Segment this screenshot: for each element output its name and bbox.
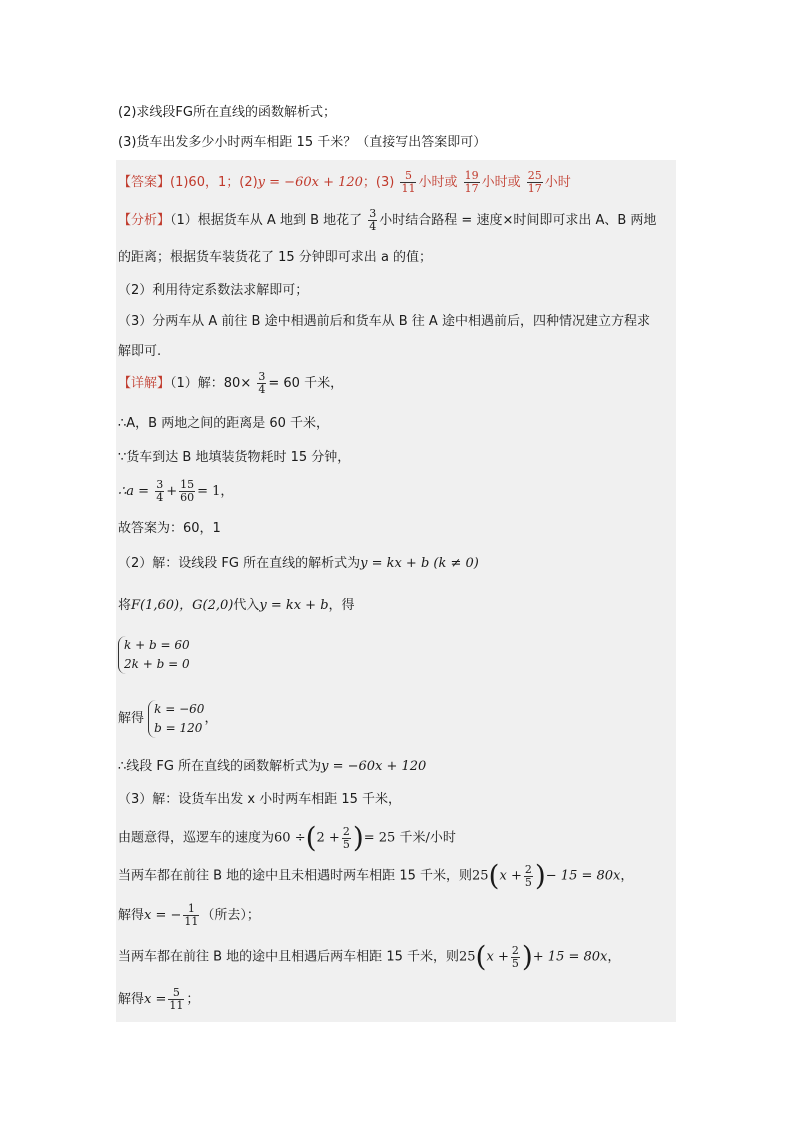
answer-tag: 【答案】	[118, 175, 171, 190]
detail-line-5: 故答案为：60，1	[118, 521, 221, 536]
analysis-line-2: 的距离；根据货车装货花了 15 分钟即可求出 a 的值；	[118, 250, 433, 265]
fraction: $\frac{3}{4}$	[369, 207, 377, 233]
fraction: $\frac{2}{5}$	[342, 824, 350, 851]
analysis-line-4: （3）分两车从 A 前往 B 途中相遇前后和货车从 B 往 A 途中相遇前后，四种情况建立方程求	[118, 314, 650, 329]
fraction: $\frac{15}{60}$	[180, 478, 195, 504]
fraction: $\frac{2}{5}$	[524, 862, 532, 889]
detail-line-11: 由题意得，巡逻车的速度为60 ÷(2 + $\frac{2}{5}$ )= 25 千米/小时	[118, 821, 456, 854]
fraction: $\frac{3}{4}$	[156, 478, 164, 504]
detail-line-8: 解得 k = −60 b = 120 ，	[118, 698, 217, 740]
question-3: (3)货车出发多少小时两车相距 15 千米？（直接写出答案即可）	[118, 135, 487, 150]
fraction: $\frac{2}{5}$	[511, 943, 519, 970]
detail-line-6: （2）解：设线段 FG 所在直线的解析式为y = kx + b (k ≠ 0)	[118, 556, 479, 571]
detail-line-9: ∴线段 FG 所在直线的函数解析式为y = −60x + 120	[118, 759, 427, 774]
detail-line-7: 将F(1,60)，G(2,0)代入y = kx + b，得	[118, 598, 355, 613]
question-2: (2)求线段FG所在直线的函数解析式；	[118, 105, 336, 120]
detail-tag: 【详解】	[118, 376, 171, 391]
fraction: $\frac{3}{4}$	[258, 370, 266, 396]
analysis-line-1: 【分析】（1）根据货车从 A 地到 B 地花了 $\frac{3}{4}$ 小时结合路程 = 速度×时间即可求出 A、B 两地	[118, 207, 657, 233]
answer-line: 【答案】(1)60，1；(2)y = −60x + 120；(3) $\frac{5}{11}$ 小时或 $\frac{19}{17}$ 小时或 $\frac{25}{17}$ 小时	[118, 169, 571, 195]
fraction: $\frac{5}{11}$	[169, 986, 184, 1012]
detail-line-2: ∴A，B 两地之间的距离是 60 千米，	[118, 416, 330, 431]
analysis-line-3: （2）利用待定系数法求解即可；	[118, 283, 309, 298]
fraction: $\frac{1}{11}$	[184, 902, 199, 928]
detail-line-1: 【详解】（1）解：80× $\frac{3}{4}$ = 60 千米，	[118, 370, 344, 396]
fraction: $\frac{19}{17}$	[464, 169, 479, 195]
equation-system-2: k = −60 b = 120	[148, 700, 204, 738]
detail-line-13: 解得x = − $\frac{1}{11}$ （所去）；	[118, 902, 260, 928]
detail-line-14: 当两车都在前往 B 地的途中且相遇后两车相距 15 千米，则25(x + $\frac{2}{5}$ )+ 15 = 80x，	[118, 940, 621, 973]
equation-system-1: k + b = 60 2k + b = 0	[118, 636, 190, 674]
detail-line-15: 解得x = $\frac{5}{11}$ ；	[118, 986, 200, 1012]
analysis-line-5: 解即可.	[118, 344, 162, 359]
detail-line-10: （3）解：设货车出发 x 小时两车相距 15 千米，	[118, 792, 402, 807]
detail-line-12: 当两车都在前往 B 地的途中且未相遇时两车相距 15 千米，则25(x + $\frac{2}{5}$ )− 15 = 80x，	[118, 859, 634, 892]
analysis-tag: 【分析】	[118, 213, 171, 228]
detail-line-3: ∵货车到达 B 地填装货物耗时 15 分钟，	[118, 450, 351, 465]
fraction: $\frac{5}{11}$	[401, 169, 416, 195]
detail-line-4: ∴a = $\frac{3}{4}$ + $\frac{15}{60}$ = 1，	[118, 478, 234, 504]
fraction: $\frac{25}{17}$	[527, 169, 542, 195]
answer-equation: y = −60x + 120	[257, 175, 363, 190]
